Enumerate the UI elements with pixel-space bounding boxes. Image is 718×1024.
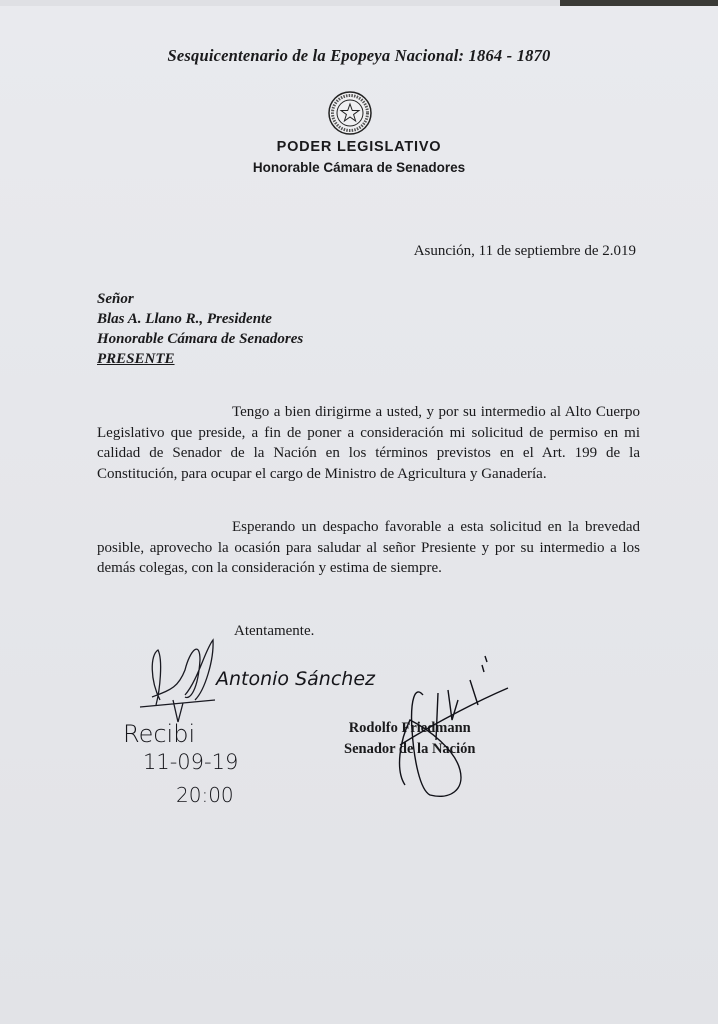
date-line: Asunción, 11 de septiembre de 2.019 [413,243,636,259]
body-paragraph-1: Tengo a bien dirigirme a usted, y por su intermedio al Alto Cuerpo Legislativo que preside, a fin de poner a consideración mi solicitud de permiso en mi calidad de Senador de la Nación en los términos previstos en el Art. 199 de la Constitución, para ocupar el cargo de Ministro de Agricultura y Ganadería. [97,404,640,482]
addressee-block [97,289,303,369]
salutation: Señor [97,291,134,307]
signatory-name: Rodolfo Friedmann [348,720,471,736]
addressee-name: Blas A. Llano R., Presidente [97,311,272,327]
letter-page [0,6,718,1024]
receipt-date-handwritten: 11-09-19 [143,750,239,774]
chamber-heading: Honorable Cámara de Senadores [252,160,466,175]
national-seal-icon [328,91,372,135]
institution-heading: PODER LEGISLATIVO [276,139,442,155]
receipt-label-handwritten: Recibi [123,720,196,748]
receipt-time-handwritten: 20:00 [176,783,234,807]
signatory-title: Senador de la Nación [344,741,476,757]
closing: Atentamente. [234,623,315,639]
signatory-block [344,718,475,760]
presente-label: PRESENTE [97,351,175,367]
motto-heading: Sesquicentenario de la Epopeya Nacional: 1864 - 1870 [167,46,551,65]
addressee-body: Honorable Cámara de Senadores [97,331,304,347]
body-paragraph-2: Esperando un despacho favorable a esta solicitud en la brevedad posible, aprovecho la ocasión para saludar al señor Presiente y por su intermedio a los demás colegas, con la consideración y estima de siempre. [97,519,640,576]
receiver-name-handwritten: Antonio Sánchez [216,668,375,690]
